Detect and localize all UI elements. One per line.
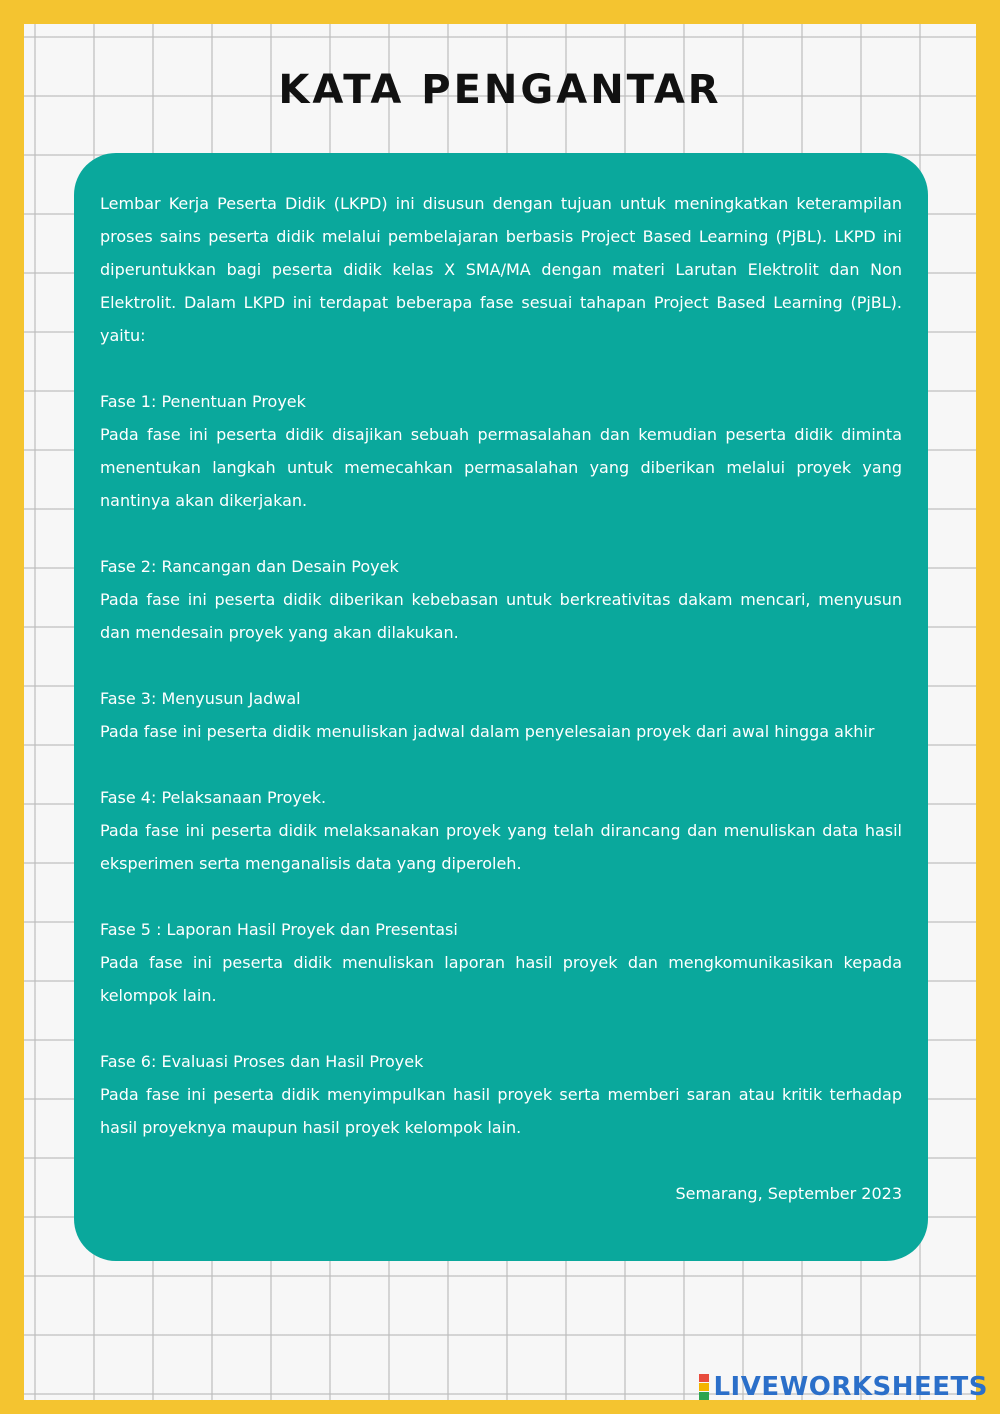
phase-block-4 <box>100 781 902 880</box>
liveworksheets-logo-icon <box>699 1374 709 1400</box>
logo-block-yellow <box>699 1383 709 1391</box>
phase-description: Pada fase ini peserta didik melaksanakan proyek yang telah dirancang dan menuliskan data hasil eksperimen serta menganalisis data yang diperoleh. <box>100 821 902 873</box>
phase-description: Pada fase ini peserta didik menyimpulkan hasil proyek serta memberi saran atau kritik terhadap hasil proyeknya maupun hasil proyek kelompok lain. <box>100 1085 902 1137</box>
phase-title: Fase 6: Evaluasi Proses dan Hasil Proyek <box>100 1052 424 1071</box>
phase-block-1 <box>100 385 902 517</box>
logo-block-red <box>699 1374 709 1382</box>
phase-title: Fase 4: Pelaksanaan Proyek. <box>100 788 327 807</box>
phase-description: Pada fase ini peserta didik menuliskan laporan hasil proyek dan mengkomunikasikan kepada kelompok lain. <box>100 953 902 1005</box>
phase-description: Pada fase ini peserta didik disajikan sebuah permasalahan dan kemudian peserta didik diminta menentukan langkah untuk memecahkan permasalahan yang diberikan melalui proyek yang nantinya akan dikerjakan. <box>100 425 902 510</box>
phase-title: Fase 5 : Laporan Hasil Proyek dan Presentasi <box>100 920 458 939</box>
phase-title: Fase 2: Rancangan dan Desain Poyek <box>100 557 399 576</box>
phase-title: Fase 3: Menyusun Jadwal <box>100 689 301 708</box>
signature-place-date: Semarang, September 2023 <box>675 1184 902 1203</box>
intro-paragraph: Lembar Kerja Peserta Didik (LKPD) ini disusun dengan tujuan untuk meningkatkan keterampilan proses sains peserta didik melalui pembelajaran berbasis Project Based Learning (PjBL). LKPD ini diperuntukkan bagi peserta didik kelas X SMA/MA dengan materi Larutan Elektrolit dan Non Elektrolit. Dalam LKPD ini terdapat beberapa fase sesuai tahapan Project Based Learning (PjBL). yaitu: <box>100 194 902 345</box>
phase-block-3 <box>100 682 902 748</box>
phase-description: Pada fase ini peserta didik diberikan kebebasan untuk berkreativitas dakam mencari, menyusun dan mendesain proyek yang akan dilakukan. <box>100 590 902 642</box>
phase-block-5 <box>100 913 902 1012</box>
phase-description: Pada fase ini peserta didik menuliskan jadwal dalam penyelesaian proyek dari awal hingga akhir <box>100 722 875 741</box>
liveworksheets-watermark <box>699 1372 988 1402</box>
phase-block-2 <box>100 550 902 649</box>
foreword-card <box>74 153 928 1261</box>
phase-title: Fase 1: Penentuan Proyek <box>100 392 306 411</box>
phase-block-6 <box>100 1045 902 1144</box>
watermark-text: LIVEWORKSHEETS <box>713 1372 988 1402</box>
logo-block-green <box>699 1392 709 1400</box>
page-title: KATA PENGANTAR <box>278 67 722 113</box>
